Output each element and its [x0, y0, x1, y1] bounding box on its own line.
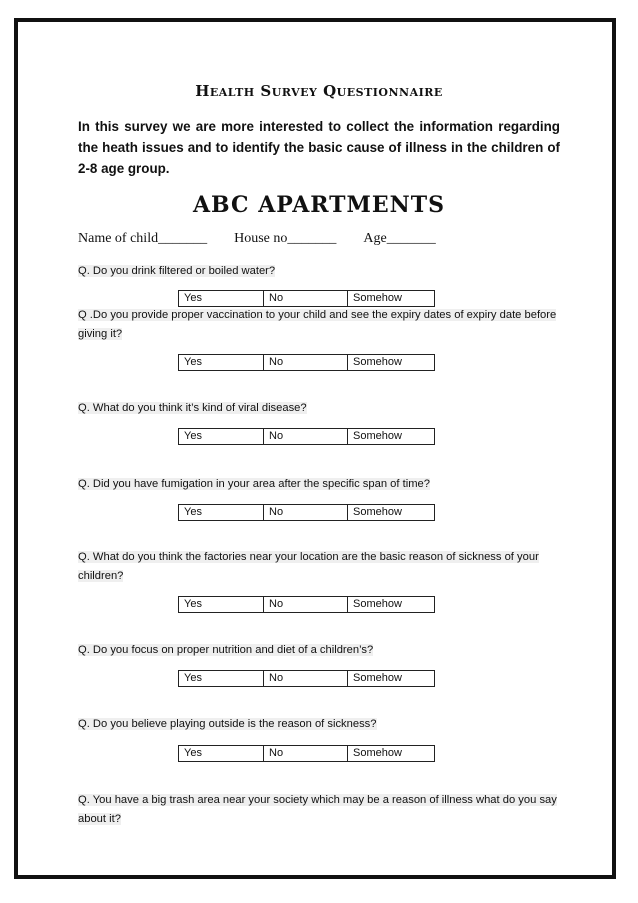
question-6	[78, 641, 558, 660]
option-yes[interactable]: Yes	[179, 671, 264, 686]
option-no[interactable]: No	[264, 746, 348, 761]
option-no[interactable]: No	[264, 291, 348, 306]
question-5	[78, 548, 558, 586]
question-2	[78, 306, 558, 344]
option-somehow[interactable]: Somehow	[353, 356, 402, 368]
option-yes[interactable]: Yes	[179, 597, 264, 612]
question-1	[78, 262, 558, 281]
option-somehow[interactable]: Somehow	[353, 747, 402, 759]
intro-paragraph: In this survey we are more interested to collect the information regarding the heath issues and to identify the basic cause of illness in the children of 2-8 age group.	[78, 119, 560, 176]
answer-options-7	[178, 745, 435, 762]
option-yes[interactable]: Yes	[179, 355, 264, 370]
option-yes[interactable]: Yes	[179, 746, 264, 761]
option-no[interactable]: No	[264, 429, 348, 444]
question-text: Q. Did you have fumigation in your area after the specific span of time?	[78, 478, 430, 490]
answer-options-2	[178, 354, 435, 371]
house-no-field[interactable]: House no_______	[234, 231, 337, 246]
option-no[interactable]: No	[264, 505, 348, 520]
apartment-name: ABC APARTMENTS	[192, 192, 446, 218]
answer-options-5	[178, 596, 435, 613]
question-3	[78, 399, 558, 418]
answer-options-1	[178, 290, 435, 307]
child-name-field[interactable]: Name of child_______	[78, 231, 208, 246]
option-yes[interactable]: Yes	[179, 505, 264, 520]
question-text: Q. Do you drink filtered or boiled water?	[78, 265, 276, 277]
respondent-fields	[78, 231, 436, 247]
option-somehow[interactable]: Somehow	[353, 430, 402, 442]
option-somehow[interactable]: Somehow	[353, 506, 402, 518]
question-7	[78, 715, 558, 734]
answer-options-4	[178, 504, 435, 521]
question-text: Q. You have a big trash area near your society which may be a reason of illness what do you say about it?	[78, 794, 557, 825]
option-no[interactable]: No	[264, 597, 348, 612]
option-somehow[interactable]: Somehow	[353, 598, 402, 610]
question-text: Q. What do you think it’s kind of viral disease?	[78, 402, 307, 414]
question-text: Q. What do you think the factories near your location are the basic reason of sickness of your children?	[78, 551, 539, 582]
age-field[interactable]: Age_______	[363, 231, 436, 246]
question-text: Q. Do you believe playing outside is the reason of sickness?	[78, 718, 377, 730]
option-somehow[interactable]: Somehow	[353, 672, 402, 684]
option-yes[interactable]: Yes	[179, 429, 264, 444]
question-text: Q .Do you provide proper vaccination to your child and see the expiry dates of expiry date before giving it?	[78, 309, 557, 340]
option-yes[interactable]: Yes	[179, 291, 264, 306]
option-somehow[interactable]: Somehow	[353, 292, 402, 304]
question-text: Q. Do you focus on proper nutrition and diet of a children’s?	[78, 644, 374, 656]
option-no[interactable]: No	[264, 355, 348, 370]
page-title: Health Survey Questionnaire	[195, 82, 443, 100]
option-no[interactable]: No	[264, 671, 348, 686]
answer-options-3	[178, 428, 435, 445]
question-8	[78, 791, 558, 829]
question-4	[78, 475, 558, 494]
answer-options-6	[178, 670, 435, 687]
